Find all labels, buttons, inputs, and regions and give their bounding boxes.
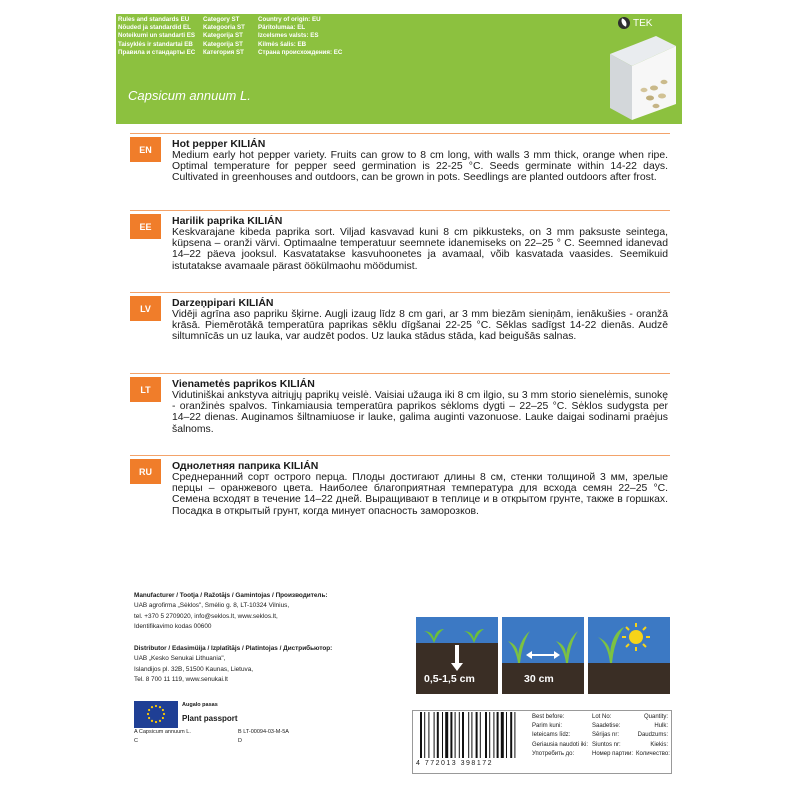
language-badge: LT <box>130 377 161 402</box>
manufacturer-line: tel. +370 5 2709020, info@seklos.lt, www.seklos.lt, <box>134 612 278 620</box>
tek-badge: TEK <box>618 17 652 29</box>
passport-field-b: B LT-00094-03-M-5A <box>238 729 289 735</box>
lot-column-quantity: Quantity: Hulk: Daudzums: Kiekis: Количество: <box>636 714 670 757</box>
divider <box>130 210 670 211</box>
seed-packet-icon <box>606 34 678 122</box>
section-title: Harilik paprika KILIÁN <box>172 215 283 227</box>
distributor-line: Tel. 8 700 11 119, www.senukai.lt <box>134 676 228 684</box>
section-title: Hot pepper KILIÁN <box>172 138 266 150</box>
passport-field-a: A Capsicum annuum L. <box>134 729 191 735</box>
sunlight-icon <box>588 617 670 694</box>
lot-column-lot-no: Lot No: Saadetise: Sērijas nr: Siuntos nr: Номер партии: <box>592 714 634 757</box>
distributor-block <box>134 644 332 686</box>
sowing-depth-icon <box>416 617 498 694</box>
lot-column-best-before: Best before: Parim kuni: Ieteicams līdz: Geriausia naudoti iki: Употребить до: <box>532 714 589 757</box>
section-body: Keskvarajane kibeda paprika sort. Viljad kasvavad kuni 8 cm pikkusteks, on 3 mm paksuste seintega, küpsena – oranži värvi. Optimaalne temperatuur seemnete idanemiseks on 22–25 ° C. Seemned idanevad 14–22 päeva jooksul. Kasvatatakse kasvuhoonetes ja avamaal, võib kasvatada vaasides. Seemikuid istutatakse avamaale pärast öökülmaohu möödumist. <box>172 227 668 272</box>
passport-title: Plant passport <box>182 714 238 723</box>
section-title: Darzeņpipari KILIÁN <box>172 297 274 309</box>
plant-spacing-label: 30 cm <box>524 673 554 685</box>
divider <box>130 373 670 374</box>
eu-flag-icon <box>134 701 178 728</box>
standards-row: Nõuded ja standardid EL Kategooria ST Päritolumaa: EL <box>118 24 306 32</box>
section-body: Vidutiniškai ankstyva aitriųjų paprikų veislė. Vaisiai užauga iki 8 cm ilgio, su 3 mm storio sienelėmis, sunokę - oranžinės spalvos. Tinkamiausia temperatūra paprikos sėkloms dygti – 22–25 °C. Sėklos sudygsta per 14–22 dienas. Auginamos šiltnamiuose ir lauke, galima auginti vazonuose. Lauke daigai sodinami praėjus šalnoms. <box>172 390 668 435</box>
header-banner <box>116 14 682 124</box>
section-body: Medium early hot pepper variety. Fruits can grow to 8 cm long, with walls 3 mm thick, orange when ripe. Optimal temperature for pepper seed germination is 22-25 °C. Seeds germinate within 14-22 days. Cultivated in greenhouses and outdoors, can be grown in pots. Seedlings are planted outdoors after frost. <box>172 150 668 184</box>
standards-row: Правила и стандарты ЕС Категория ST Страна происхождения: ЕС <box>118 48 343 56</box>
manufacturer-block <box>134 591 328 633</box>
language-badge: EN <box>130 137 161 162</box>
section-body: Среднеранний сорт острого перца. Плоды достигают длины 8 см, стенки толщиной 3 мм, зрелые перцы – оранжевого цвета. Наиболее благоприятная температура для всхода семян 22–25 °С. Семена всходят в течение 14–22 дней. Выращивают в теплице и в открытом грунте, также в горшках. Посадка в открытый грунт, когда минует опасность заморозков. <box>172 472 668 517</box>
manufacturer-line: UAB agrofirma „Sėklos", Smėlio g. 8, LT-10324 Vilnius, <box>134 602 290 610</box>
manufacturer-line: Identifikavimo kodas 00600 <box>134 623 212 631</box>
distributor-label: Distributor / Edasimüija / Izplatītājs / Platintojas / Дистрибьютор: <box>134 645 333 652</box>
latin-name: Capsicum annuum L. <box>128 88 251 103</box>
divider <box>130 455 670 456</box>
distributor-line: UAB „Kesko Senukai Lithuania", <box>134 655 226 663</box>
standards-row: Rules and standards EU Category ST Country of origin: EU <box>118 16 321 23</box>
passport-field-c: C <box>134 738 138 744</box>
barcode-icon <box>414 712 550 760</box>
barcode-number: 4 772013 398172 <box>416 760 493 767</box>
sowing-depth-label: 0,5-1,5 cm <box>424 673 475 685</box>
divider <box>130 292 670 293</box>
plant-spacing-icon <box>502 617 584 694</box>
section-title: Однолетняя паприка KILIÁN <box>172 460 319 472</box>
passport-field-d: D <box>238 738 242 744</box>
language-badge: RU <box>130 459 161 484</box>
section-title: Vienametės paprikos KILIÁN <box>172 378 315 390</box>
divider <box>130 133 670 134</box>
manufacturer-label: Manufacturer / Tootja / Ražotājs / Gamintojas / Производитель: <box>134 592 328 599</box>
section-body: Vidēji agrīna aso papriku šķirne. Augļi izaug līdz 8 cm gari, ar 3 mm biezām sieniņām, ienākušies - oranžā krāsā. Piemērotākā temperatūra paprikas sēklu dīgšanai 22-25 °C. Sēklas sadīgst 14-22 dienās. Audzē siltumnīcās un uz lauka, var audzēt podos. Uz lauka stādus stāda, kad beigušās salnas. <box>172 309 668 343</box>
language-badge: EE <box>130 214 161 239</box>
language-badge: LV <box>130 296 161 321</box>
passport-small-label: Augalo pasas <box>182 702 218 708</box>
standards-row: Taisyklės ir standartai EB Kategorija ST Kilmės šalis: EB <box>118 40 307 48</box>
standards-table <box>118 16 388 57</box>
standards-row: Noteikumi un standarti ES Kategorija ST Izcelsmes valsts: ES <box>118 32 319 40</box>
distributor-line: Islandijos pl. 32B, 51500 Kaunas, Lietuva, <box>134 665 254 673</box>
leaf-icon <box>618 17 630 29</box>
